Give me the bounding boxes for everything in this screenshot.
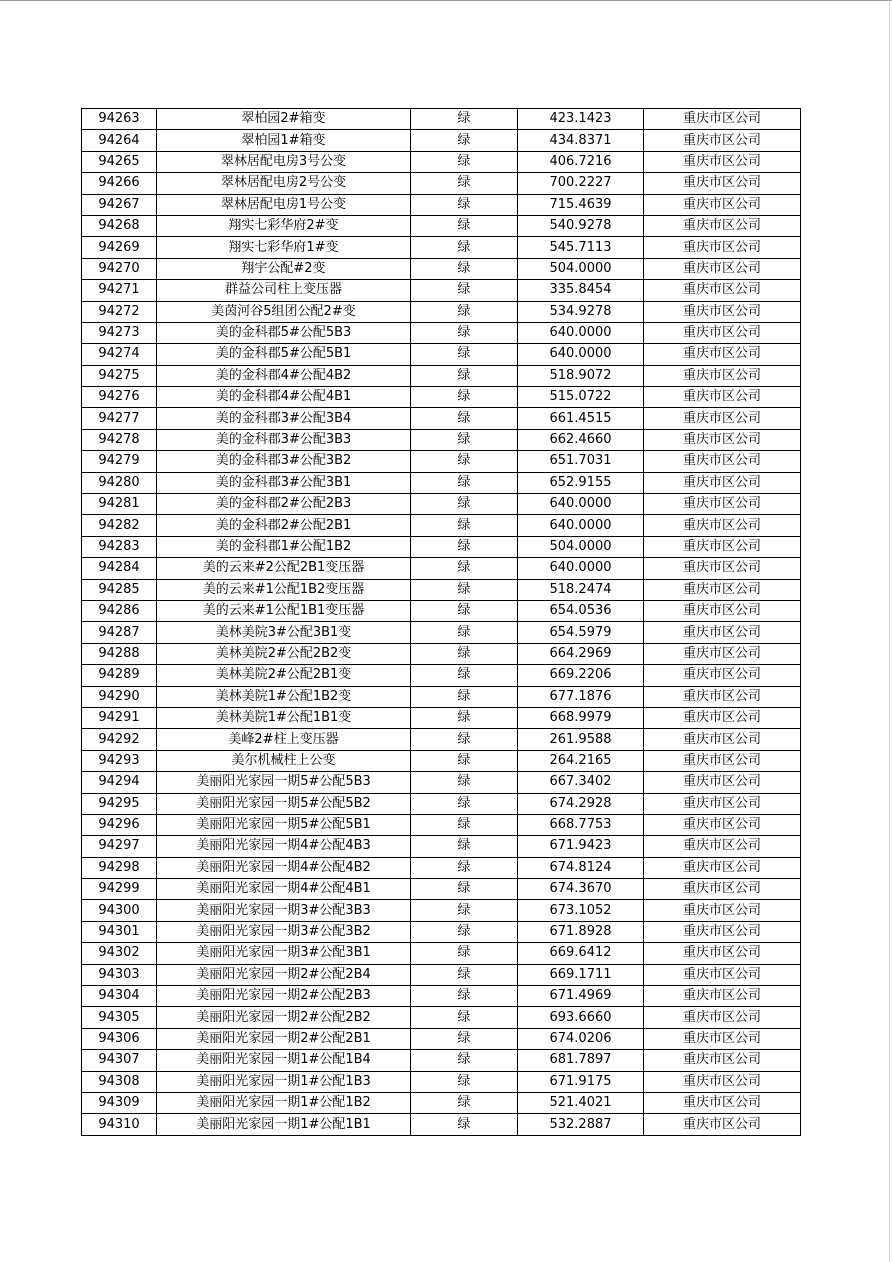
status-cell: 绿 <box>411 151 518 172</box>
row-id-cell: 94272 <box>82 301 157 322</box>
row-id-cell: 94290 <box>82 686 157 707</box>
transformer-name-cell: 美的金科郡4#公配4B2 <box>157 365 411 386</box>
row-id-cell: 94310 <box>82 1114 157 1135</box>
company-cell: 重庆市区公司 <box>644 1007 801 1028</box>
table-row <box>82 173 801 194</box>
status-cell: 绿 <box>411 964 518 985</box>
row-id-cell: 94286 <box>82 600 157 621</box>
table-row <box>82 194 801 215</box>
table-row <box>82 686 801 707</box>
value-cell: 652.9155 <box>518 472 644 493</box>
table-row <box>82 986 801 1007</box>
company-cell: 重庆市区公司 <box>644 429 801 450</box>
value-cell: 661.4515 <box>518 408 644 429</box>
table-row <box>82 429 801 450</box>
table-row <box>82 1092 801 1113</box>
value-cell: 671.9175 <box>518 1071 644 1092</box>
transformer-name-cell: 美的金科郡3#公配3B1 <box>157 472 411 493</box>
company-cell: 重庆市区公司 <box>644 793 801 814</box>
row-id-cell: 94291 <box>82 707 157 728</box>
table-row <box>82 579 801 600</box>
value-cell: 545.7113 <box>518 237 644 258</box>
table-row <box>82 258 801 279</box>
transformer-name-cell: 美的云来#2公配2B1变压器 <box>157 558 411 579</box>
row-id-cell: 94278 <box>82 429 157 450</box>
table-row <box>82 301 801 322</box>
transformer-name-cell: 翠林居配电房3号公变 <box>157 151 411 172</box>
transformer-name-cell: 美尔机械柱上公变 <box>157 750 411 771</box>
transformer-name-cell: 美的金科郡3#公配3B3 <box>157 429 411 450</box>
row-id-cell: 94297 <box>82 836 157 857</box>
value-cell: 669.1711 <box>518 964 644 985</box>
status-cell: 绿 <box>411 622 518 643</box>
row-id-cell: 94273 <box>82 322 157 343</box>
company-cell: 重庆市区公司 <box>644 494 801 515</box>
status-cell: 绿 <box>411 429 518 450</box>
status-cell: 绿 <box>411 408 518 429</box>
value-cell: 335.8454 <box>518 280 644 301</box>
company-cell: 重庆市区公司 <box>644 558 801 579</box>
value-cell: 669.6412 <box>518 943 644 964</box>
status-cell: 绿 <box>411 900 518 921</box>
value-cell: 534.9278 <box>518 301 644 322</box>
value-cell: 640.0000 <box>518 515 644 536</box>
table-row <box>82 1071 801 1092</box>
status-cell: 绿 <box>411 879 518 900</box>
status-cell: 绿 <box>411 536 518 557</box>
value-cell: 434.8371 <box>518 130 644 151</box>
value-cell: 504.0000 <box>518 258 644 279</box>
table-row <box>82 622 801 643</box>
transformer-name-cell: 翠林居配电房2号公变 <box>157 173 411 194</box>
row-id-cell: 94284 <box>82 558 157 579</box>
company-cell: 重庆市区公司 <box>644 258 801 279</box>
row-id-cell: 94277 <box>82 408 157 429</box>
value-cell: 673.1052 <box>518 900 644 921</box>
value-cell: 674.0206 <box>518 1028 644 1049</box>
table-row <box>82 814 801 835</box>
table-row <box>82 643 801 664</box>
status-cell: 绿 <box>411 750 518 771</box>
table-row <box>82 1114 801 1135</box>
company-cell: 重庆市区公司 <box>644 986 801 1007</box>
status-cell: 绿 <box>411 1114 518 1135</box>
transformer-name-cell: 美丽阳光家园一期1#公配1B2 <box>157 1092 411 1113</box>
company-cell: 重庆市区公司 <box>644 130 801 151</box>
status-cell: 绿 <box>411 943 518 964</box>
value-cell: 674.2928 <box>518 793 644 814</box>
row-id-cell: 94263 <box>82 109 157 130</box>
transformer-name-cell: 美丽阳光家园一期2#公配2B2 <box>157 1007 411 1028</box>
transformer-name-cell: 美丽阳光家园一期5#公配5B3 <box>157 772 411 793</box>
row-id-cell: 94288 <box>82 643 157 664</box>
row-id-cell: 94276 <box>82 387 157 408</box>
company-cell: 重庆市区公司 <box>644 173 801 194</box>
row-id-cell: 94283 <box>82 536 157 557</box>
value-cell: 504.0000 <box>518 536 644 557</box>
transformer-name-cell: 美丽阳光家园一期2#公配2B4 <box>157 964 411 985</box>
value-cell: 261.9588 <box>518 729 644 750</box>
status-cell: 绿 <box>411 365 518 386</box>
value-cell: 406.7216 <box>518 151 644 172</box>
table-row <box>82 900 801 921</box>
table-row <box>82 494 801 515</box>
status-cell: 绿 <box>411 1007 518 1028</box>
value-cell: 671.4969 <box>518 986 644 1007</box>
value-cell: 264.2165 <box>518 750 644 771</box>
row-id-cell: 94306 <box>82 1028 157 1049</box>
row-id-cell: 94296 <box>82 814 157 835</box>
value-cell: 681.7897 <box>518 1050 644 1071</box>
company-cell: 重庆市区公司 <box>644 729 801 750</box>
table-row <box>82 387 801 408</box>
row-id-cell: 94269 <box>82 237 157 258</box>
status-cell: 绿 <box>411 1050 518 1071</box>
table-row <box>82 215 801 236</box>
value-cell: 715.4639 <box>518 194 644 215</box>
transformer-name-cell: 美林美院3#公配3B1变 <box>157 622 411 643</box>
status-cell: 绿 <box>411 472 518 493</box>
company-cell: 重庆市区公司 <box>644 387 801 408</box>
status-cell: 绿 <box>411 729 518 750</box>
value-cell: 423.1423 <box>518 109 644 130</box>
table-row <box>82 472 801 493</box>
table-row <box>82 1028 801 1049</box>
status-cell: 绿 <box>411 344 518 365</box>
status-cell: 绿 <box>411 793 518 814</box>
table-row <box>82 600 801 621</box>
company-cell: 重庆市区公司 <box>644 515 801 536</box>
row-id-cell: 94293 <box>82 750 157 771</box>
transformer-name-cell: 美的金科郡1#公配1B2 <box>157 536 411 557</box>
row-id-cell: 94302 <box>82 943 157 964</box>
transformer-name-cell: 美林美院1#公配1B1变 <box>157 707 411 728</box>
table-row <box>82 451 801 472</box>
transformer-name-cell: 美丽阳光家园一期2#公配2B1 <box>157 1028 411 1049</box>
value-cell: 668.7753 <box>518 814 644 835</box>
table-row <box>82 109 801 130</box>
table-row <box>82 1050 801 1071</box>
status-cell: 绿 <box>411 451 518 472</box>
status-cell: 绿 <box>411 986 518 1007</box>
transformer-name-cell: 美林美院2#公配2B2变 <box>157 643 411 664</box>
row-id-cell: 94292 <box>82 729 157 750</box>
table-row <box>82 280 801 301</box>
company-cell: 重庆市区公司 <box>644 665 801 686</box>
value-cell: 640.0000 <box>518 558 644 579</box>
company-cell: 重庆市区公司 <box>644 579 801 600</box>
transformer-name-cell: 美丽阳光家园一期4#公配4B2 <box>157 857 411 878</box>
transformer-name-cell: 翔宇公配#2变 <box>157 258 411 279</box>
company-cell: 重庆市区公司 <box>644 408 801 429</box>
company-cell: 重庆市区公司 <box>644 237 801 258</box>
transformer-name-cell: 美林美院1#公配1B2变 <box>157 686 411 707</box>
transformer-name-cell: 美丽阳光家园一期4#公配4B1 <box>157 879 411 900</box>
table-row <box>82 151 801 172</box>
row-id-cell: 94280 <box>82 472 157 493</box>
transformer-name-cell: 美的金科郡3#公配3B4 <box>157 408 411 429</box>
table-row <box>82 729 801 750</box>
value-cell: 518.2474 <box>518 579 644 600</box>
status-cell: 绿 <box>411 857 518 878</box>
row-id-cell: 94265 <box>82 151 157 172</box>
company-cell: 重庆市区公司 <box>644 921 801 942</box>
transformer-name-cell: 美的金科郡5#公配5B3 <box>157 322 411 343</box>
row-id-cell: 94294 <box>82 772 157 793</box>
table-row <box>82 750 801 771</box>
row-id-cell: 94268 <box>82 215 157 236</box>
page-top-border <box>0 0 892 1</box>
row-id-cell: 94281 <box>82 494 157 515</box>
row-id-cell: 94285 <box>82 579 157 600</box>
table-row <box>82 857 801 878</box>
transformer-name-cell: 美丽阳光家园一期1#公配1B3 <box>157 1071 411 1092</box>
page-right-edge <box>889 0 890 1262</box>
company-cell: 重庆市区公司 <box>644 836 801 857</box>
company-cell: 重庆市区公司 <box>644 622 801 643</box>
value-cell: 651.7031 <box>518 451 644 472</box>
status-cell: 绿 <box>411 1028 518 1049</box>
value-cell: 669.2206 <box>518 665 644 686</box>
table-row <box>82 772 801 793</box>
value-cell: 521.4021 <box>518 1092 644 1113</box>
status-cell: 绿 <box>411 665 518 686</box>
row-id-cell: 94275 <box>82 365 157 386</box>
table-row <box>82 365 801 386</box>
company-cell: 重庆市区公司 <box>644 643 801 664</box>
row-id-cell: 94300 <box>82 900 157 921</box>
table-row <box>82 793 801 814</box>
value-cell: 668.9979 <box>518 707 644 728</box>
company-cell: 重庆市区公司 <box>644 814 801 835</box>
status-cell: 绿 <box>411 301 518 322</box>
company-cell: 重庆市区公司 <box>644 750 801 771</box>
company-cell: 重庆市区公司 <box>644 943 801 964</box>
status-cell: 绿 <box>411 515 518 536</box>
value-cell: 654.0536 <box>518 600 644 621</box>
row-id-cell: 94307 <box>82 1050 157 1071</box>
company-cell: 重庆市区公司 <box>644 772 801 793</box>
table-body <box>82 109 801 1136</box>
value-cell: 540.9278 <box>518 215 644 236</box>
value-cell: 674.3670 <box>518 879 644 900</box>
company-cell: 重庆市区公司 <box>644 600 801 621</box>
row-id-cell: 94295 <box>82 793 157 814</box>
transformer-name-cell: 美丽阳光家园一期3#公配3B2 <box>157 921 411 942</box>
transformer-name-cell: 美丽阳光家园一期3#公配3B3 <box>157 900 411 921</box>
status-cell: 绿 <box>411 130 518 151</box>
transformer-name-cell: 美丽阳光家园一期4#公配4B3 <box>157 836 411 857</box>
status-cell: 绿 <box>411 215 518 236</box>
transformer-name-cell: 美茵河谷5组团公配2#变 <box>157 301 411 322</box>
company-cell: 重庆市区公司 <box>644 344 801 365</box>
value-cell: 671.9423 <box>518 836 644 857</box>
company-cell: 重庆市区公司 <box>644 964 801 985</box>
transformer-name-cell: 美丽阳光家园一期3#公配3B1 <box>157 943 411 964</box>
table-row <box>82 964 801 985</box>
transformer-name-cell: 翔实七彩华府2#变 <box>157 215 411 236</box>
table-row <box>82 536 801 557</box>
row-id-cell: 94271 <box>82 280 157 301</box>
company-cell: 重庆市区公司 <box>644 1028 801 1049</box>
status-cell: 绿 <box>411 173 518 194</box>
status-cell: 绿 <box>411 494 518 515</box>
table-row <box>82 515 801 536</box>
company-cell: 重庆市区公司 <box>644 322 801 343</box>
row-id-cell: 94282 <box>82 515 157 536</box>
transformer-name-cell: 美丽阳光家园一期5#公配5B1 <box>157 814 411 835</box>
company-cell: 重庆市区公司 <box>644 215 801 236</box>
value-cell: 700.2227 <box>518 173 644 194</box>
value-cell: 640.0000 <box>518 322 644 343</box>
company-cell: 重庆市区公司 <box>644 280 801 301</box>
value-cell: 640.0000 <box>518 494 644 515</box>
status-cell: 绿 <box>411 921 518 942</box>
value-cell: 671.8928 <box>518 921 644 942</box>
transformer-name-cell: 美的金科郡5#公配5B1 <box>157 344 411 365</box>
company-cell: 重庆市区公司 <box>644 536 801 557</box>
table-row <box>82 322 801 343</box>
table-row <box>82 707 801 728</box>
status-cell: 绿 <box>411 600 518 621</box>
company-cell: 重庆市区公司 <box>644 1092 801 1113</box>
row-id-cell: 94274 <box>82 344 157 365</box>
row-id-cell: 94267 <box>82 194 157 215</box>
status-cell: 绿 <box>411 237 518 258</box>
status-cell: 绿 <box>411 836 518 857</box>
row-id-cell: 94287 <box>82 622 157 643</box>
status-cell: 绿 <box>411 109 518 130</box>
company-cell: 重庆市区公司 <box>644 879 801 900</box>
table-row <box>82 879 801 900</box>
table-row <box>82 1007 801 1028</box>
value-cell: 677.1876 <box>518 686 644 707</box>
table-row <box>82 408 801 429</box>
transformer-name-cell: 美林美院2#公配2B1变 <box>157 665 411 686</box>
row-id-cell: 94266 <box>82 173 157 194</box>
table-row <box>82 344 801 365</box>
value-cell: 664.2969 <box>518 643 644 664</box>
status-cell: 绿 <box>411 387 518 408</box>
table-row <box>82 130 801 151</box>
company-cell: 重庆市区公司 <box>644 1071 801 1092</box>
company-cell: 重庆市区公司 <box>644 451 801 472</box>
transformer-name-cell: 翠林居配电房1号公变 <box>157 194 411 215</box>
transformer-name-cell: 美丽阳光家园一期2#公配2B3 <box>157 986 411 1007</box>
value-cell: 654.5979 <box>518 622 644 643</box>
row-id-cell: 94270 <box>82 258 157 279</box>
row-id-cell: 94299 <box>82 879 157 900</box>
row-id-cell: 94303 <box>82 964 157 985</box>
value-cell: 662.4660 <box>518 429 644 450</box>
transformer-name-cell: 美的云来#1公配1B2变压器 <box>157 579 411 600</box>
status-cell: 绿 <box>411 280 518 301</box>
row-id-cell: 94301 <box>82 921 157 942</box>
status-cell: 绿 <box>411 1071 518 1092</box>
row-id-cell: 94309 <box>82 1092 157 1113</box>
company-cell: 重庆市区公司 <box>644 1050 801 1071</box>
value-cell: 640.0000 <box>518 344 644 365</box>
transformer-name-cell: 美的金科郡2#公配2B1 <box>157 515 411 536</box>
table-row <box>82 943 801 964</box>
status-cell: 绿 <box>411 1092 518 1113</box>
transformer-name-cell: 美的金科郡3#公配3B2 <box>157 451 411 472</box>
transformer-name-cell: 美丽阳光家园一期1#公配1B1 <box>157 1114 411 1135</box>
status-cell: 绿 <box>411 258 518 279</box>
status-cell: 绿 <box>411 643 518 664</box>
company-cell: 重庆市区公司 <box>644 472 801 493</box>
table-row <box>82 836 801 857</box>
row-id-cell: 94279 <box>82 451 157 472</box>
transformer-name-cell: 美的金科郡4#公配4B1 <box>157 387 411 408</box>
table-row <box>82 237 801 258</box>
company-cell: 重庆市区公司 <box>644 109 801 130</box>
value-cell: 518.9072 <box>518 365 644 386</box>
row-id-cell: 94289 <box>82 665 157 686</box>
transformer-name-cell: 美丽阳光家园一期1#公配1B4 <box>157 1050 411 1071</box>
transformer-name-cell: 美丽阳光家园一期5#公配5B2 <box>157 793 411 814</box>
company-cell: 重庆市区公司 <box>644 857 801 878</box>
transformer-name-cell: 翠柏园1#箱变 <box>157 130 411 151</box>
company-cell: 重庆市区公司 <box>644 194 801 215</box>
transformer-table <box>81 108 801 1136</box>
value-cell: 667.3402 <box>518 772 644 793</box>
value-cell: 674.8124 <box>518 857 644 878</box>
company-cell: 重庆市区公司 <box>644 707 801 728</box>
status-cell: 绿 <box>411 194 518 215</box>
company-cell: 重庆市区公司 <box>644 151 801 172</box>
status-cell: 绿 <box>411 772 518 793</box>
transformer-name-cell: 翠柏园2#箱变 <box>157 109 411 130</box>
transformer-name-cell: 美的云来#1公配1B1变压器 <box>157 600 411 621</box>
status-cell: 绿 <box>411 686 518 707</box>
status-cell: 绿 <box>411 322 518 343</box>
value-cell: 693.6660 <box>518 1007 644 1028</box>
transformer-name-cell: 翔实七彩华府1#变 <box>157 237 411 258</box>
company-cell: 重庆市区公司 <box>644 900 801 921</box>
transformer-name-cell: 群益公司柱上变压器 <box>157 280 411 301</box>
row-id-cell: 94264 <box>82 130 157 151</box>
company-cell: 重庆市区公司 <box>644 301 801 322</box>
value-cell: 515.0722 <box>518 387 644 408</box>
company-cell: 重庆市区公司 <box>644 365 801 386</box>
company-cell: 重庆市区公司 <box>644 1114 801 1135</box>
row-id-cell: 94304 <box>82 986 157 1007</box>
table-row <box>82 558 801 579</box>
value-cell: 532.2887 <box>518 1114 644 1135</box>
row-id-cell: 94305 <box>82 1007 157 1028</box>
status-cell: 绿 <box>411 579 518 600</box>
transformer-name-cell: 美峰2#柱上变压器 <box>157 729 411 750</box>
company-cell: 重庆市区公司 <box>644 686 801 707</box>
status-cell: 绿 <box>411 558 518 579</box>
table-row <box>82 921 801 942</box>
transformer-name-cell: 美的金科郡2#公配2B3 <box>157 494 411 515</box>
row-id-cell: 94298 <box>82 857 157 878</box>
table-row <box>82 665 801 686</box>
status-cell: 绿 <box>411 707 518 728</box>
status-cell: 绿 <box>411 814 518 835</box>
row-id-cell: 94308 <box>82 1071 157 1092</box>
